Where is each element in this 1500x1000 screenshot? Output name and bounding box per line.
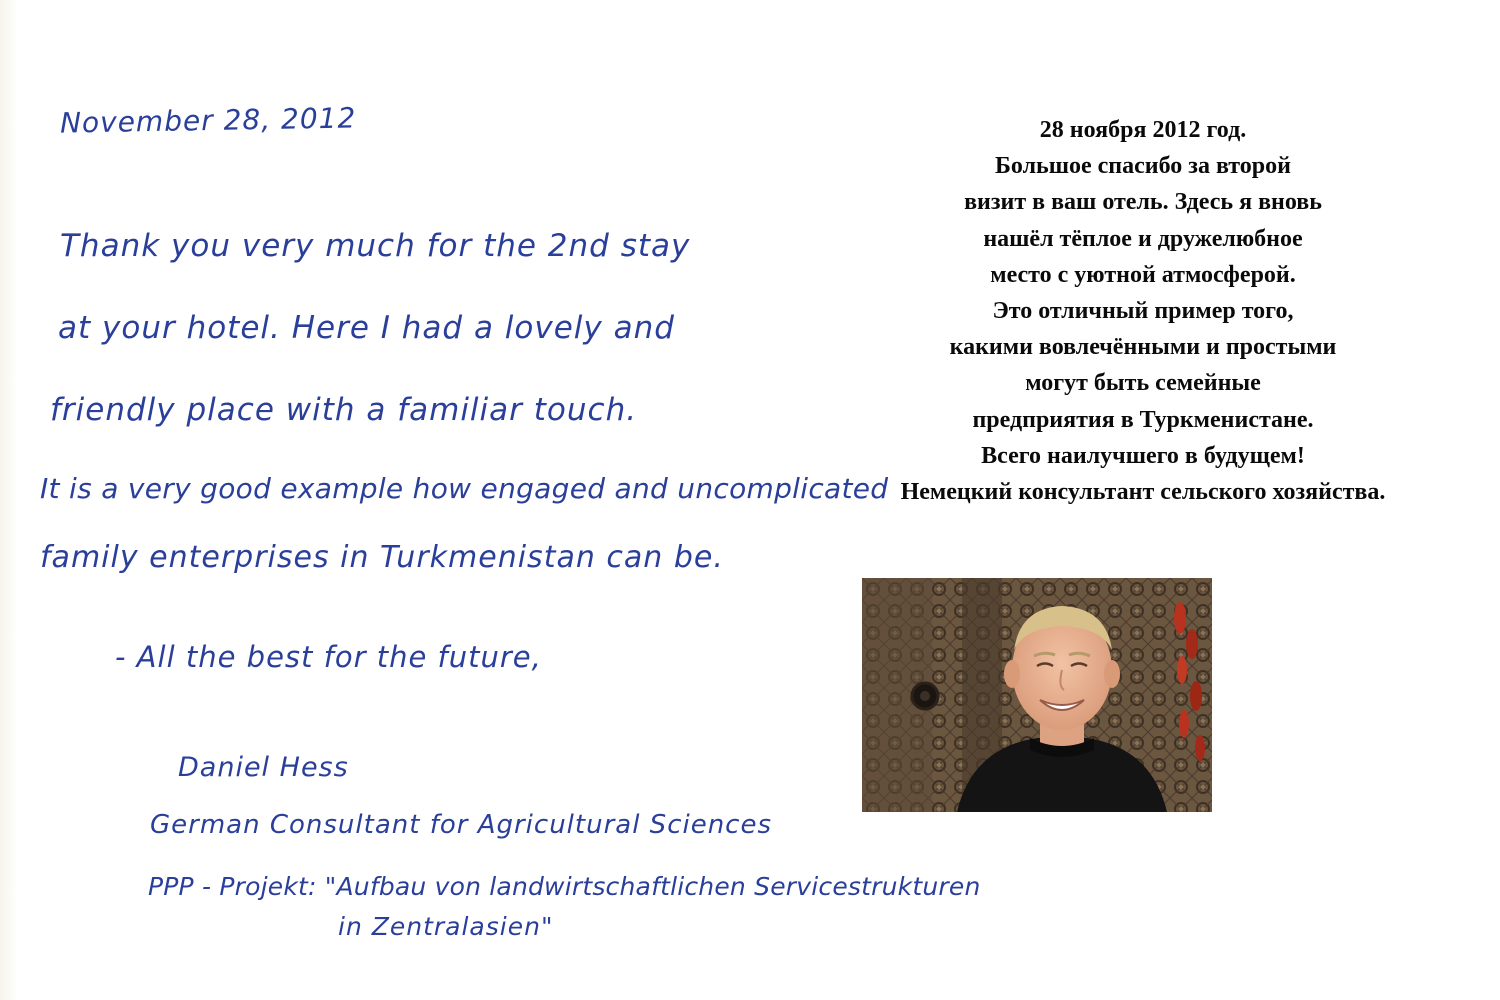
translation-line-signature: Немецкий консультант сельского хозяйства. — [900, 479, 1386, 506]
translation-line: визит в ваш отель. Здесь я вновь — [964, 189, 1322, 216]
handwritten-line-3: friendly place with a familiar touch. — [50, 392, 638, 428]
translation-line: предприятия в Туркменистане. — [972, 406, 1314, 433]
translation-line-date: 28 ноября 2012 год. — [1039, 117, 1247, 143]
handwritten-closing: - All the best for the future, — [115, 640, 542, 674]
handwritten-project-line-2: in Zentralasien" — [338, 912, 554, 941]
translation-line: Это отличный пример того, — [992, 298, 1294, 325]
handwritten-project-line-1: PPP - Projekt: "Aufbau von landwirtschaftlichen Servicestrukturen — [148, 872, 981, 901]
translation-line: какими вовлечёнными и простыми — [949, 334, 1337, 361]
handwritten-line-1: Thank you very much for the 2nd stay — [60, 228, 691, 264]
translation-line: Большое спасибо за второй — [995, 153, 1291, 180]
handwritten-line-2: at your hotel. Here I had a lovely and — [58, 310, 675, 346]
translation-line: место с уютной атмосферой. — [990, 261, 1296, 288]
handwritten-signature-name: Daniel Hess — [178, 752, 349, 783]
translation-line: Всего наилучшего в будущем! — [981, 442, 1305, 469]
portrait-illustration — [862, 578, 1212, 812]
handwritten-signature-title: German Consultant for Agricultural Sciences — [150, 810, 773, 840]
handwritten-date: November 28, 2012 — [59, 101, 357, 140]
russian-translation — [818, 112, 1468, 510]
portrait-photo — [862, 578, 1212, 812]
handwritten-line-4: It is a very good example how engaged and uncomplicated — [40, 472, 889, 505]
translation-line: могут быть семейные — [1025, 370, 1261, 397]
handwritten-line-5: family enterprises in Turkmenistan can be. — [40, 540, 724, 575]
translation-line: нашёл тёплое и дружелюбное — [983, 225, 1303, 252]
